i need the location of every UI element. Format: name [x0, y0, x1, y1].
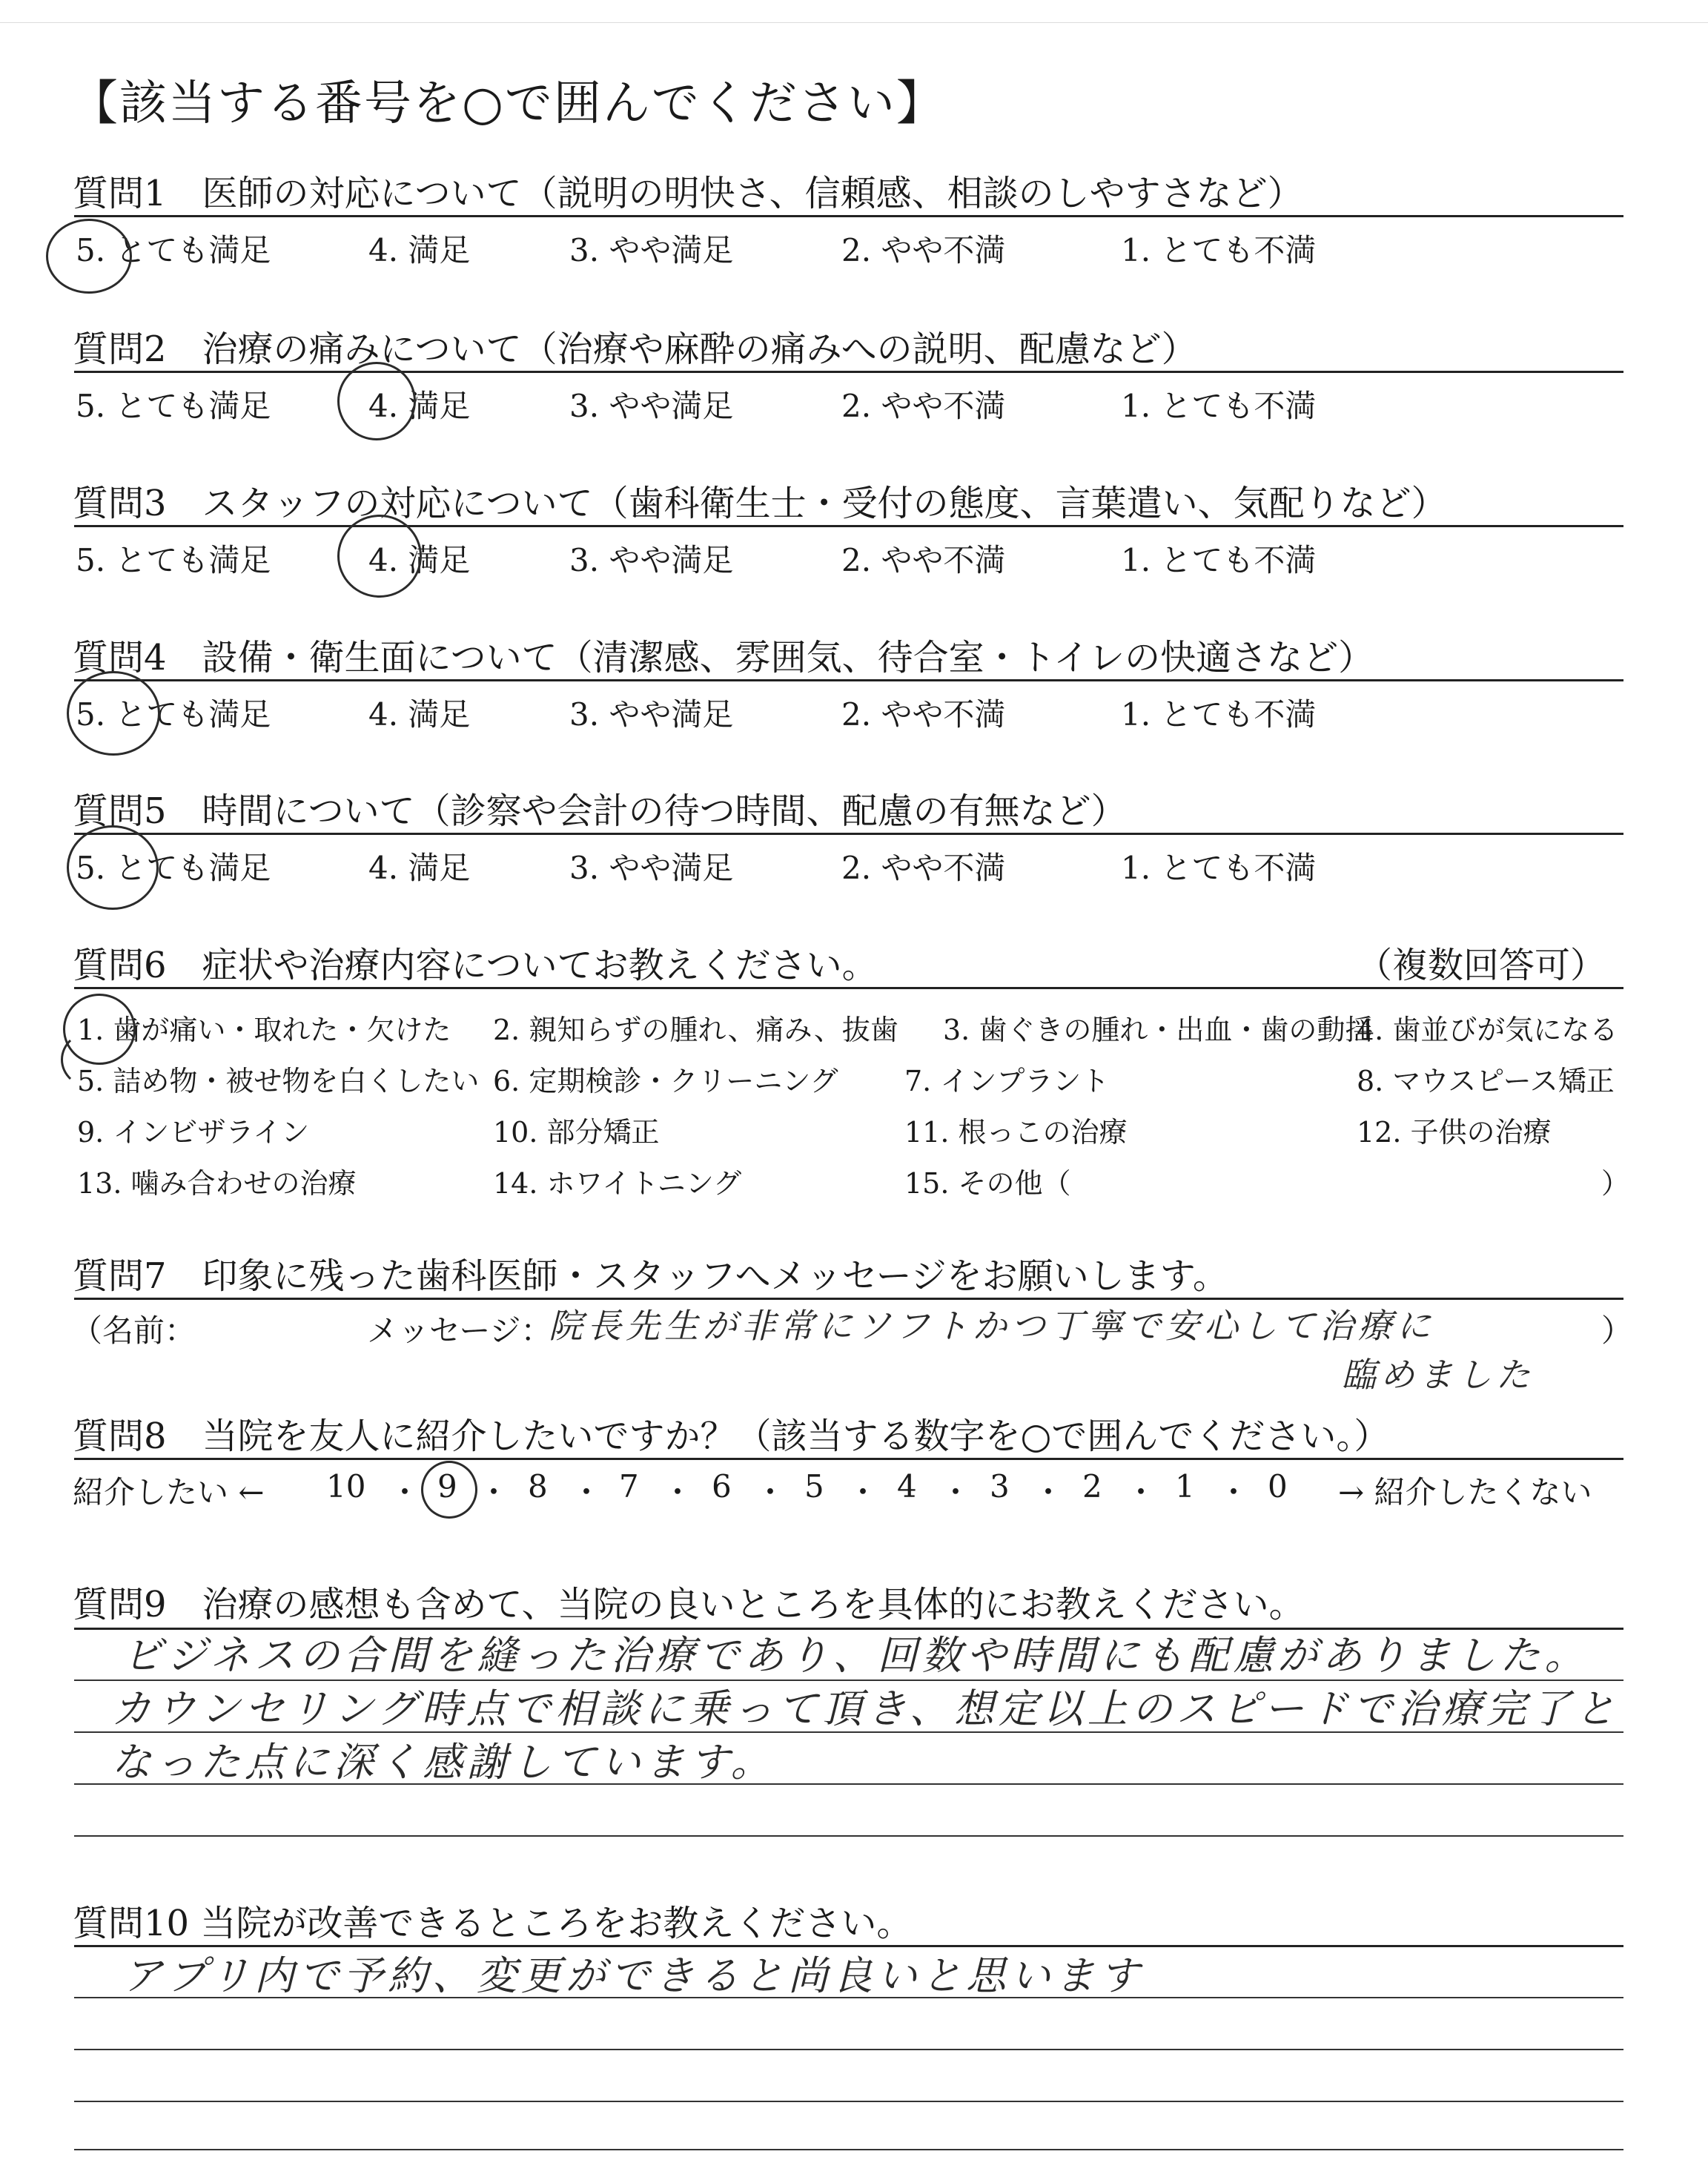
q8-scale-2[interactable]: 2 — [1082, 1468, 1102, 1505]
q5-selection-circle — [67, 825, 159, 910]
q10-answer-text-1[interactable]: アプリ内で予約、変更ができると尚良いと思います — [122, 1952, 1144, 1999]
q10-answer-line-2 — [74, 2049, 1623, 2050]
q8-sep: ・ — [478, 1474, 510, 1510]
q6-option-10[interactable]: 10. 部分矯正 — [493, 1116, 660, 1149]
q5-rule — [74, 833, 1623, 835]
q9-answer-text-3[interactable]: なった点に深く感謝しています。 — [111, 1739, 775, 1786]
q5-title: 質問5 時間について（診察や会計の待つ時間、配慮の有無など） — [73, 790, 1127, 832]
q8-sep: ・ — [1125, 1474, 1157, 1510]
q6-option-15[interactable]: 15. その他（ — [904, 1167, 1071, 1200]
q2-option-2[interactable]: 2. やや不満 — [841, 388, 1006, 424]
q3-option-2[interactable]: 2. やや不満 — [841, 542, 1006, 578]
q3-option-1[interactable]: 1. とても不満 — [1121, 542, 1317, 578]
q4-option-2[interactable]: 2. やや不満 — [841, 696, 1006, 733]
q5-option-4[interactable]: 4. 満足 — [368, 850, 471, 886]
q9-answer-text-1[interactable]: ビジネスの合間を縫った治療であり、回数や時間にも配慮がありました。 — [122, 1632, 1589, 1679]
q4-option-4[interactable]: 4. 満足 — [368, 696, 471, 733]
q6-note: （複数回答可） — [1357, 945, 1606, 986]
q6-rule — [74, 987, 1623, 989]
q1-option-5[interactable]: 5. とても満足 — [76, 232, 271, 268]
q7-message-label: メッセージ： — [367, 1312, 552, 1349]
q10-answer-line-4 — [74, 2149, 1623, 2150]
q4-title: 質問4 設備・衛生面について（清潔感、雰囲気、待合室・トイレの快適さなど） — [73, 637, 1374, 678]
q6-option-7[interactable]: 7. インプラント — [904, 1065, 1110, 1097]
q6-option-6[interactable]: 6. 定期検診・クリーニング — [493, 1065, 838, 1097]
page-title: 【該当する番号を○で囲んでください】 — [70, 76, 945, 131]
q6-option-14[interactable]: 14. ホワイトニング — [493, 1167, 742, 1200]
q8-rule — [74, 1458, 1623, 1460]
q4-rule — [74, 679, 1623, 681]
q9-answer-line-4 — [74, 1835, 1623, 1837]
q8-sep: ・ — [755, 1474, 787, 1510]
q5-option-5[interactable]: 5. とても満足 — [76, 850, 271, 886]
q6-option-11[interactable]: 11. 根っこの治療 — [904, 1116, 1128, 1149]
scan-top-edge — [0, 0, 1708, 23]
q3-rule — [74, 525, 1623, 527]
q8-sep: ・ — [389, 1474, 421, 1510]
q7-message-line1[interactable]: 院長先生が非常にソフトかつ丁寧で安心して治療に — [549, 1306, 1435, 1346]
q6-option-12[interactable]: 12. 子供の治療 — [1357, 1116, 1552, 1149]
q9-answer-text-2[interactable]: カウンセリング時点で相談に乗って頂き、想定以上のスピードで治療完了と — [111, 1685, 1620, 1732]
q1-rule — [74, 215, 1623, 217]
q2-title: 質問2 治療の痛みについて（治療や麻酔の痛みへの説明、配慮など） — [73, 328, 1197, 370]
q8-selection-circle — [421, 1461, 477, 1519]
q10-title: 質問10 当院が改善できるところをお教えください。 — [73, 1903, 913, 1944]
q8-sep: ・ — [662, 1474, 694, 1510]
q1-option-3[interactable]: 3. やや満足 — [569, 232, 734, 268]
q8-scale-7[interactable]: 7 — [619, 1468, 639, 1505]
q3-option-3[interactable]: 3. やや満足 — [569, 542, 734, 578]
q8-right-label: → 紹介したくない — [1338, 1474, 1592, 1510]
q2-option-4[interactable]: 4. 満足 — [368, 388, 471, 424]
q6-selection-mark-5 — [61, 1031, 125, 1089]
q8-scale-4[interactable]: 4 — [897, 1468, 917, 1505]
q1-title: 質問1 医師の対応について（説明の明快さ、信頼感、相談のしやすさなど） — [73, 173, 1303, 214]
q8-sep: ・ — [571, 1474, 603, 1510]
q10-answer-line-3 — [74, 2101, 1623, 2102]
q8-sep: ・ — [940, 1474, 972, 1510]
q7-title: 質問7 印象に残った歯科医師・スタッフへメッセージをお願いします。 — [73, 1255, 1228, 1297]
q6-option-3[interactable]: 3. 歯ぐきの腫れ・出血・歯の動揺 — [943, 1014, 1374, 1046]
q4-selection-circle — [67, 671, 160, 756]
q3-option-4[interactable]: 4. 満足 — [368, 542, 471, 578]
q7-close-paren: ） — [1601, 1312, 1633, 1349]
q1-option-4[interactable]: 4. 満足 — [368, 232, 471, 268]
q8-scale-6[interactable]: 6 — [712, 1468, 732, 1505]
q9-title: 質問9 治療の感想も含めて、当院の良いところを具体的にお教えください。 — [73, 1584, 1305, 1625]
q7-name-label: （名前： — [71, 1312, 196, 1349]
q2-option-5[interactable]: 5. とても満足 — [76, 388, 271, 424]
q2-rule — [74, 371, 1623, 373]
q5-option-1[interactable]: 1. とても不満 — [1121, 850, 1317, 886]
q3-title: 質問3 スタッフの対応について（歯科衛生士・受付の態度、言葉遣い、気配りなど） — [73, 483, 1447, 524]
q2-selection-circle — [337, 362, 416, 440]
q5-option-3[interactable]: 3. やや満足 — [569, 850, 734, 886]
q6-option-5[interactable]: 5. 詰め物・被せ物を白くしたい — [77, 1065, 480, 1097]
q6-option-4[interactable]: 4. 歯並びが気になる — [1357, 1014, 1618, 1046]
q8-sep: ・ — [1218, 1474, 1250, 1510]
q3-selection-circle — [337, 515, 422, 598]
q7-message-line2[interactable]: 臨めました — [1342, 1355, 1535, 1395]
q8-title: 質問8 当院を友人に紹介したいですか？（該当する数字を○で囲んでください。） — [73, 1416, 1390, 1457]
q8-scale-8[interactable]: 8 — [528, 1468, 548, 1505]
q8-sep: ・ — [1033, 1474, 1065, 1510]
q8-scale-3[interactable]: 3 — [990, 1468, 1010, 1505]
q8-scale-0[interactable]: 0 — [1268, 1468, 1288, 1505]
q8-scale-1[interactable]: 1 — [1175, 1468, 1195, 1505]
q6-option-2[interactable]: 2. 親知らずの腫れ、痛み、抜歯 — [493, 1014, 898, 1046]
q8-scale-9[interactable]: 9 — [437, 1468, 457, 1505]
q8-scale-5[interactable]: 5 — [804, 1468, 824, 1505]
q2-option-3[interactable]: 3. やや満足 — [569, 388, 734, 424]
q6-title: 質問6 症状や治療内容についてお教えください。 — [73, 945, 878, 986]
q2-option-1[interactable]: 1. とても不満 — [1121, 388, 1317, 424]
q8-scale-10[interactable]: 10 — [326, 1468, 366, 1505]
q5-option-2[interactable]: 2. やや不満 — [841, 850, 1006, 886]
q8-left-label: 紹介したい ← — [73, 1474, 265, 1510]
q6-option-8[interactable]: 8. マウスピース矯正 — [1357, 1065, 1615, 1097]
q4-option-5[interactable]: 5. とても満足 — [76, 696, 271, 733]
q6-option-9[interactable]: 9. インビザライン — [77, 1116, 310, 1149]
q1-option-2[interactable]: 2. やや不満 — [841, 232, 1006, 268]
q6-option-13[interactable]: 13. 噛み合わせの治療 — [77, 1167, 357, 1200]
q4-option-1[interactable]: 1. とても不満 — [1121, 696, 1317, 733]
q1-option-1[interactable]: 1. とても不満 — [1121, 232, 1317, 268]
q4-option-3[interactable]: 3. やや満足 — [569, 696, 734, 733]
q6-option-1[interactable]: 1. 歯が痛い・取れた・欠けた — [77, 1014, 451, 1046]
q6-option-15-close: ） — [1601, 1167, 1630, 1200]
q8-sep: ・ — [847, 1474, 879, 1510]
q1-selection-circle — [46, 219, 132, 294]
q3-option-5[interactable]: 5. とても満足 — [76, 542, 271, 578]
